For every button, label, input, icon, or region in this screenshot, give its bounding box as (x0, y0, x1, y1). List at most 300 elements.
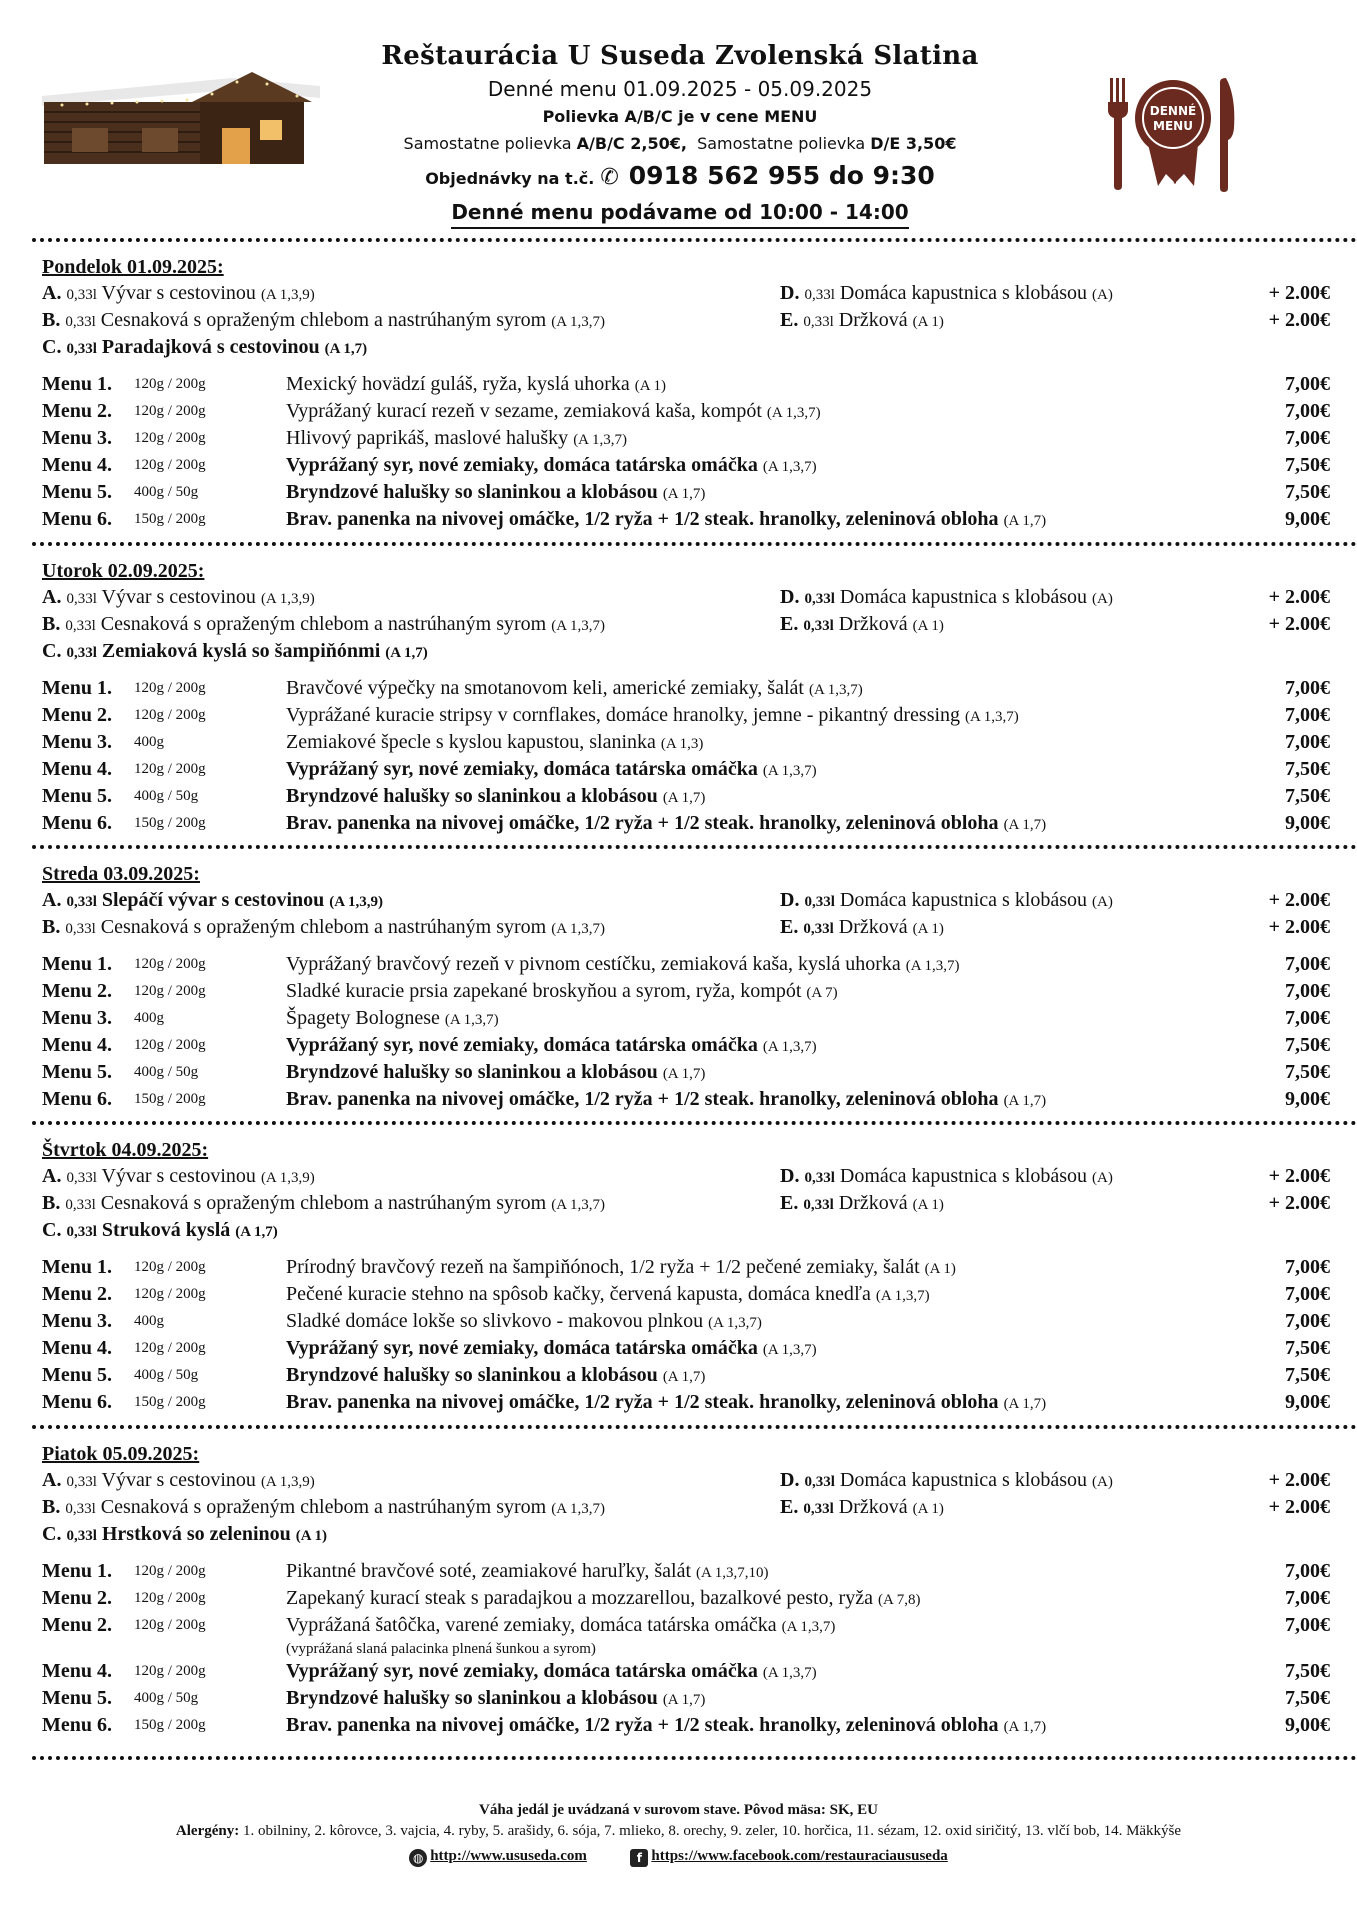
menu-allergens: (A 1,7) (662, 1692, 706, 1708)
soup-volume: 0,33l (66, 1170, 97, 1186)
menu-item (42, 783, 1330, 810)
soup-name: Cesnaková s opraženým chlebom a nastrúhaným syrom (100, 613, 547, 635)
menu-item (42, 425, 1330, 452)
globe-icon: ◍ (409, 1849, 427, 1867)
menu-price: 7,50€ (1285, 454, 1330, 476)
soup-name: Cesnaková s opraženým chlebom a nastrúhaným syrom (100, 916, 547, 938)
soup-letter: D. (780, 889, 800, 911)
soup-allergens: (A 1,3,7) (551, 618, 605, 634)
menu-item (42, 1685, 1330, 1712)
menu-allergens: (A 1,3,7) (875, 1288, 930, 1304)
soup-price: + 2.00€ (1268, 916, 1330, 938)
menu-label: Menu 2. (42, 704, 112, 726)
soup-name: Vývar s cestovinou (101, 282, 256, 304)
menu-price: 7,00€ (1285, 1560, 1330, 1582)
soup-allergens: (A 1,3,7) (551, 1197, 605, 1213)
menu-weight: 400g (134, 1313, 164, 1329)
soup-name: Zemiaková kyslá so šampiňónmi (101, 640, 381, 662)
menu-item (42, 479, 1330, 506)
menu-allergens: (A 1) (634, 378, 667, 394)
links-row (0, 1842, 1357, 1870)
menu-allergens: (A 1,7) (1003, 1396, 1047, 1412)
menu-item (42, 398, 1330, 425)
menu-name: Pikantné bravčové soté, zeamiakové haruľky, šalát (286, 1560, 692, 1582)
soup-letter: E. (780, 1496, 799, 1518)
menu-weight: 120g / 200g (134, 1340, 206, 1356)
separator (32, 542, 1357, 546)
orders-line (320, 158, 1040, 197)
menu-weight: 150g / 200g (134, 1394, 206, 1410)
soup-name: Domáca kapustnica s klobásou (839, 282, 1088, 304)
day-title: Štvrtok 04.09.2025: (42, 1139, 209, 1161)
soup-letter: A. (42, 282, 62, 304)
soup-volume: 0,33l (804, 894, 835, 910)
menu-allergens: (A 1,3,7) (781, 1619, 836, 1635)
menu-name: Bravčové výpečky na smotanovom keli, americké zemiaky, šalát (286, 677, 804, 699)
soup-letter: B. (42, 1192, 61, 1214)
menu-label: Menu 1. (42, 1560, 112, 1582)
soup-price: + 2.00€ (1268, 1496, 1330, 1518)
soup-allergens: (A 1,3,9) (260, 1474, 315, 1490)
menu-item (42, 1086, 1330, 1113)
menu-dates: Denné menu 01.09.2025 - 05.09.2025 (487, 77, 873, 101)
menu-item (42, 978, 1330, 1005)
soup-letter: B. (42, 916, 61, 938)
soup-allergens: (A 1,3,9) (260, 591, 315, 607)
soup-volume: 0,33l (803, 921, 834, 937)
day-title: Streda 03.09.2025: (42, 863, 200, 885)
menu-price: 7,00€ (1285, 427, 1330, 449)
menu-item (42, 1254, 1330, 1281)
menu-label: Menu 2. (42, 1587, 112, 1609)
soup-name: Držková (838, 309, 908, 331)
menu-allergens: (A 1,3,7) (762, 1039, 817, 1055)
weights-note: Váha jedál je uvádzaná v surovom stave. Pôvod mäsa: SK, EU (479, 1802, 878, 1818)
soup-name: Držková (838, 1496, 908, 1518)
menu-allergens: (A 1,3,7) (766, 405, 821, 421)
soup-row (42, 307, 1330, 334)
menu-item (42, 452, 1330, 479)
menu-price: 7,50€ (1285, 1061, 1330, 1083)
website-link[interactable]: http://www.ususeda.com (430, 1848, 587, 1864)
soup-price: + 2.00€ (1268, 613, 1330, 635)
menu-weight: 120g / 200g (134, 1663, 206, 1679)
soup-allergens: (A 1,7) (324, 341, 368, 357)
soup-name: Domáca kapustnica s klobásou (839, 1165, 1088, 1187)
menu-price: 9,00€ (1285, 508, 1330, 530)
menu-label: Menu 4. (42, 758, 112, 780)
menu-item (42, 1712, 1330, 1739)
soup-row (42, 611, 1330, 638)
menu-name: Brav. panenka na nivovej omáčke, 1/2 ryža + 1/2 steak. hranolky, zeleninová obloha (286, 1714, 999, 1736)
day-section-thursday (42, 1137, 1330, 1416)
menu-note: (vyprážaná slaná palacinka plnená šunkou a syrom) (286, 1641, 596, 1657)
soup-allergens: (A 1) (912, 921, 944, 937)
menu-price: 7,00€ (1285, 1614, 1330, 1636)
soup-letter: D. (780, 1165, 800, 1187)
soup-volume: 0,33l (66, 287, 97, 303)
menu-label: Menu 3. (42, 427, 112, 449)
menu-item (42, 1612, 1330, 1658)
menu-weight: 150g / 200g (134, 1717, 206, 1733)
soup-row (42, 914, 1330, 941)
soup-letter: B. (42, 1496, 61, 1518)
menu-price: 7,00€ (1285, 704, 1330, 726)
soup-name: Domáca kapustnica s klobásou (839, 1469, 1088, 1491)
menu-label: Menu 6. (42, 812, 112, 834)
menu-name: Zemiakové špecle s kyslou kapustou, slaninka (286, 731, 656, 753)
menu-allergens: (A 1,3) (660, 736, 704, 752)
soup-letter: D. (780, 1469, 800, 1491)
soup-row (42, 638, 1322, 665)
menu-name: Hlivový paprikáš, maslové halušky (286, 427, 569, 449)
soup-name: Slepáčí vývar s cestovinou (101, 889, 325, 911)
menu-weight: 120g / 200g (134, 761, 206, 777)
price-prefix-de: Samostatne polievka (697, 134, 871, 153)
soup-letter: A. (42, 889, 62, 911)
menu-label: Menu 4. (42, 454, 112, 476)
menu-price: 7,00€ (1285, 953, 1330, 975)
denne-menu-badge-icon (1100, 74, 1245, 192)
allergens-list: 1. obilniny, 2. kôrovce, 3. vajcia, 4. ryby, 5. arašidy, 6. sója, 7. mlieko, 8. orechy, 9. zeler, 10. horčica, 11. sézam, 12. oxid siričitý, 13. vlčí bob, 14. Mäkkýše (242, 1823, 1182, 1839)
soup-allergens: (A 1,3,9) (260, 287, 315, 303)
menu-price: 7,50€ (1285, 1687, 1330, 1709)
menu-price: 7,00€ (1285, 1283, 1330, 1305)
menu-weight: 120g / 200g (134, 983, 206, 999)
soup-row (42, 1217, 1322, 1244)
menu-weight: 400g / 50g (134, 788, 199, 804)
menu-name: Mexický hovädzí guláš, ryža, kyslá uhorka (286, 373, 630, 395)
menu-allergens: (A 1) (924, 1261, 956, 1277)
menu-label: Menu 3. (42, 731, 112, 753)
soup-allergens: (A 1) (912, 1197, 944, 1213)
menu-allergens: (A 1,3,7) (762, 1342, 817, 1358)
menu-item (42, 1281, 1330, 1308)
soup-price: + 2.00€ (1268, 889, 1330, 911)
menu-price: 7,50€ (1285, 1337, 1330, 1359)
menu-item (42, 1362, 1330, 1389)
soup-name: Cesnaková s opraženým chlebom a nastrúhaným syrom (100, 1192, 547, 1214)
menu-weight: 120g / 200g (134, 1259, 206, 1275)
menu-name: Zapekaný kurací steak s paradajkou a mozzarellou, bazalkové pesto, ryža (286, 1587, 873, 1609)
menu-label: Menu 5. (42, 1061, 112, 1083)
menu-label: Menu 5. (42, 1364, 112, 1386)
menu-label: Menu 5. (42, 1687, 112, 1709)
soup-price: + 2.00€ (1268, 1165, 1330, 1187)
separator (32, 845, 1357, 849)
soup-row (42, 887, 1330, 914)
menu-price: 7,50€ (1285, 1660, 1330, 1682)
menu-item (42, 1558, 1330, 1585)
soup-allergens: (A 1,7) (235, 1224, 278, 1240)
facebook-link[interactable]: https://www.facebook.com/restauraciaususeda (651, 1848, 948, 1864)
soup-volume: 0,33l (65, 314, 96, 330)
soup-letter: E. (780, 916, 799, 938)
menu-allergens: (A 1,3,7,10) (696, 1565, 769, 1581)
soup-volume: 0,33l (65, 1197, 96, 1213)
soup-letter: B. (42, 613, 61, 635)
menu-price: 7,00€ (1285, 1256, 1330, 1278)
menu-name: Sladké kuracie prsia zapekané broskyňou a syrom, ryža, kompót (286, 980, 802, 1002)
menu-label: Menu 2. (42, 400, 112, 422)
soup-allergens: (A 1) (912, 314, 944, 330)
menu-allergens: (A 1,3,7) (708, 1315, 762, 1331)
menu-weight: 400g (134, 734, 164, 750)
day-section-friday (42, 1441, 1330, 1739)
soup-name: Držková (838, 1192, 908, 1214)
soup-volume: 0,33l (66, 341, 97, 357)
serving-time: Denné menu podávame od 10:00 - 14:00 (451, 197, 908, 229)
menu-weight: 120g / 200g (134, 707, 206, 723)
menu-label: Menu 4. (42, 1034, 112, 1056)
menu-name: Bryndzové halušky so slaninkou a klobásou (286, 1687, 658, 1709)
menu-item (42, 1308, 1330, 1335)
menu-weight: 150g / 200g (134, 511, 206, 527)
soup-name: Domáca kapustnica s klobásou (839, 586, 1088, 608)
menu-name: Brav. panenka na nivovej omáčke, 1/2 ryža + 1/2 steak. hranolky, zeleninová obloha (286, 1088, 999, 1110)
soup-name: Vývar s cestovinou (101, 1469, 256, 1491)
menu-allergens: (A 1,3,7) (965, 709, 1019, 725)
menu-allergens: (A 1,7) (1003, 513, 1047, 529)
soup-row (42, 334, 1322, 361)
menu-item (42, 1389, 1330, 1416)
soup-volume: 0,33l (803, 618, 834, 634)
menu-name: Bryndzové halušky so slaninkou a klobásou (286, 481, 658, 503)
menu-name: Špagety Bolognese (286, 1007, 440, 1029)
soup-allergens: (A) (1092, 591, 1113, 607)
soup-letter: A. (42, 1469, 62, 1491)
soup-volume: 0,33l (803, 1501, 834, 1517)
soup-name: Vývar s cestovinou (101, 586, 256, 608)
menu-label: Menu 3. (42, 1007, 112, 1029)
day-title: Utorok 02.09.2025: (42, 560, 205, 582)
menu-allergens: (A 1,3,7) (905, 958, 960, 974)
soup-included-note: Polievka A/B/C je v cene MENU (542, 107, 818, 126)
menu-item (42, 371, 1330, 398)
soup-allergens: (A 1) (912, 1501, 944, 1517)
menu-label: Menu 6. (42, 1391, 112, 1413)
menu-label: Menu 4. (42, 1337, 112, 1359)
soup-row (42, 1521, 1322, 1548)
menu-name: Vyprážaný syr, nové zemiaky, domáca tatárska omáčka (286, 1337, 758, 1359)
menu-item (42, 1658, 1330, 1685)
soup-allergens: (A) (1092, 894, 1113, 910)
menu-name: Vyprážaný kurací rezeň v sezame, zemiaková kaša, kompót (286, 400, 762, 422)
menu-label: Menu 1. (42, 373, 112, 395)
menu-name: Brav. panenka na nivovej omáčke, 1/2 ryža + 1/2 steak. hranolky, zeleninová obloha (286, 508, 999, 530)
menu-allergens: (A 1,7) (662, 1066, 706, 1082)
menu-price: 7,00€ (1285, 1007, 1330, 1029)
separator (32, 1425, 1357, 1429)
menu-name: Vyprážaný syr, nové zemiaky, domáca tatárska omáčka (286, 1034, 758, 1056)
menu-weight: 120g / 200g (134, 680, 206, 696)
menu-allergens: (A 1,7) (662, 790, 706, 806)
menu-name: Vyprážaný bravčový rezeň v pivnom cestíčku, zemiaková kaša, kyslá uhorka (286, 953, 901, 975)
soup-letter: E. (780, 309, 799, 331)
day-title: Pondelok 01.09.2025: (42, 256, 224, 278)
menu-weight: 150g / 200g (134, 1091, 206, 1107)
menu-label: Menu 1. (42, 677, 112, 699)
soup-allergens: (A 1,3,7) (551, 314, 605, 330)
soup-name: Hrstková so zeleninou (101, 1523, 291, 1545)
menu-name: Vyprážaný syr, nové zemiaky, domáca tatárska omáčka (286, 758, 758, 780)
menu-price: 9,00€ (1285, 1391, 1330, 1413)
menu-name: Vyprážané kuracie stripsy v cornflakes, domáce hranolky, jemne - pikantný dressing (286, 704, 961, 726)
menu-allergens: (A 1,7) (662, 1369, 706, 1385)
menu-name: Vyprážaný syr, nové zemiaky, domáca tatárska omáčka (286, 454, 758, 476)
menu-price: 7,00€ (1285, 373, 1330, 395)
menu-item (42, 1032, 1330, 1059)
soup-name: Cesnaková s opraženým chlebom a nastrúhaným syrom (100, 309, 547, 331)
menu-label: Menu 1. (42, 953, 112, 975)
soup-allergens: (A 1) (912, 618, 944, 634)
menu-weight: 120g / 200g (134, 376, 206, 392)
menu-weight: 400g (134, 1010, 164, 1026)
menu-allergens: (A 7,8) (877, 1592, 921, 1608)
soup-name: Držková (838, 613, 908, 635)
menu-weight: 120g / 200g (134, 1617, 206, 1633)
soup-volume: 0,33l (66, 645, 97, 661)
restaurant-building-image (42, 58, 320, 168)
menu-weight: 120g / 200g (134, 1590, 206, 1606)
soup-letter: B. (42, 309, 61, 331)
menu-label: Menu 3. (42, 1310, 112, 1332)
soup-allergens: (A 1,7) (385, 645, 428, 661)
soup-name: Struková kyslá (101, 1219, 231, 1241)
menu-item (42, 1059, 1330, 1086)
menu-price: 7,50€ (1285, 785, 1330, 807)
menu-label: Menu 6. (42, 508, 112, 530)
separator (32, 238, 1357, 242)
price-abc: A/B/C 2,50€, (576, 134, 687, 153)
soup-volume: 0,33l (66, 1474, 97, 1490)
menu-label: Menu 2. (42, 1614, 112, 1636)
menu-item (42, 506, 1330, 533)
soup-name: Paradajková s cestovinou (101, 336, 320, 358)
menu-allergens: (A 1,3,7) (444, 1012, 499, 1028)
menu-label: Menu 5. (42, 481, 112, 503)
allergens-legend (0, 1820, 1357, 1842)
soup-letter: A. (42, 1165, 62, 1187)
soup-name: Domáca kapustnica s klobásou (839, 889, 1088, 911)
phone-number[interactable]: 0918 562 955 do 9:30 (628, 161, 935, 190)
price-de: D/E 3,50€ (870, 134, 957, 153)
soup-allergens: (A 1,3,7) (551, 1501, 605, 1517)
svg-text:MENU: MENU (1153, 119, 1193, 133)
menu-weight: 150g / 200g (134, 815, 206, 831)
menu-name: Pečené kuracie stehno na spôsob kačky, červená kapusta, domáca knedľa (286, 1283, 871, 1305)
menu-allergens: (A 1,3,7) (762, 1665, 817, 1681)
soup-allergens: (A 1) (295, 1528, 328, 1544)
soup-letter: D. (780, 586, 800, 608)
menu-weight: 120g / 200g (134, 403, 206, 419)
soup-allergens: (A) (1092, 287, 1113, 303)
soup-volume: 0,33l (65, 921, 96, 937)
footer (0, 1800, 1357, 1870)
day-section-wednesday (42, 861, 1330, 1113)
menu-price: 7,00€ (1285, 980, 1330, 1002)
menu-name: Brav. panenka na nivovej omáčke, 1/2 ryža + 1/2 steak. hranolky, zeleninová obloha (286, 812, 999, 834)
menu-name: Brav. panenka na nivovej omáčke, 1/2 ryža + 1/2 steak. hranolky, zeleninová obloha (286, 1391, 999, 1413)
menu-weight: 120g / 200g (134, 430, 206, 446)
menu-label: Menu 6. (42, 1088, 112, 1110)
menu-weight: 120g / 200g (134, 1286, 206, 1302)
menu-label: Menu 1. (42, 1256, 112, 1278)
soup-name: Vývar s cestovinou (101, 1165, 256, 1187)
soup-letter: C. (42, 1219, 62, 1241)
menu-weight: 120g / 200g (134, 956, 206, 972)
soup-letter: D. (780, 282, 800, 304)
menu-weight: 400g / 50g (134, 1367, 199, 1383)
menu-weight: 400g / 50g (134, 1064, 199, 1080)
menu-item (42, 1585, 1330, 1612)
menu-item (42, 951, 1330, 978)
menu-price: 7,00€ (1285, 1310, 1330, 1332)
soup-letter: A. (42, 586, 62, 608)
menu-item (42, 729, 1330, 756)
menu-weight: 400g / 50g (134, 484, 199, 500)
menu-allergens: (A 1,7) (1003, 1093, 1047, 1109)
soup-name: Držková (838, 916, 908, 938)
soup-price: + 2.00€ (1268, 282, 1330, 304)
soup-price: + 2.00€ (1268, 1192, 1330, 1214)
soup-row (42, 1494, 1330, 1521)
menu-price: 9,00€ (1285, 812, 1330, 834)
soup-allergens: (A 1,3,9) (329, 894, 384, 910)
orders-label: Objednávky na t.č. (425, 169, 595, 188)
menu-price: 7,50€ (1285, 1364, 1330, 1386)
menu-item (42, 1335, 1330, 1362)
soup-volume: 0,33l (803, 314, 834, 330)
menu-allergens: (A 1,3,7) (762, 763, 817, 779)
svg-text:DENNÉ: DENNÉ (1149, 104, 1197, 118)
menu-price: 7,00€ (1285, 731, 1330, 753)
soup-volume: 0,33l (804, 591, 835, 607)
soup-price: + 2.00€ (1268, 586, 1330, 608)
soup-row (42, 1190, 1330, 1217)
soup-letter: C. (42, 1523, 62, 1545)
menu-item (42, 810, 1330, 837)
soup-allergens: (A 1,3,7) (551, 921, 605, 937)
soup-volume: 0,33l (66, 1528, 97, 1544)
soup-row (42, 280, 1330, 307)
facebook-icon: f (630, 1849, 648, 1867)
soup-prices (320, 130, 1040, 158)
menu-name: Vyprážaný syr, nové zemiaky, domáca tatárska omáčka (286, 1660, 758, 1682)
menu-name: Sladké domáce lokše so slivkovo - makovou plnkou (286, 1310, 704, 1332)
menu-price: 7,50€ (1285, 758, 1330, 780)
menu-item (42, 756, 1330, 783)
menu-price: 9,00€ (1285, 1088, 1330, 1110)
menu-price: 7,00€ (1285, 1587, 1330, 1609)
soup-volume: 0,33l (804, 1474, 835, 1490)
soup-price: + 2.00€ (1268, 309, 1330, 331)
soup-price: + 2.00€ (1268, 1469, 1330, 1491)
menu-allergens: (A 1,3,7) (762, 459, 817, 475)
soup-allergens: (A 1,3,9) (260, 1170, 315, 1186)
soup-volume: 0,33l (803, 1197, 834, 1213)
soup-volume: 0,33l (65, 618, 96, 634)
menu-label: Menu 2. (42, 980, 112, 1002)
soup-name: Cesnaková s opraženým chlebom a nastrúhaným syrom (100, 1496, 547, 1518)
menu-item (42, 1005, 1330, 1032)
menu-name: Vyprážaná šatôčka, varené zemiaky, domáca tatárska omáčka (286, 1614, 777, 1636)
separator (32, 1756, 1357, 1760)
menu-weight: 120g / 200g (134, 457, 206, 473)
separator (32, 1121, 1357, 1125)
soup-letter: E. (780, 613, 799, 635)
day-section-tuesday (42, 558, 1330, 837)
